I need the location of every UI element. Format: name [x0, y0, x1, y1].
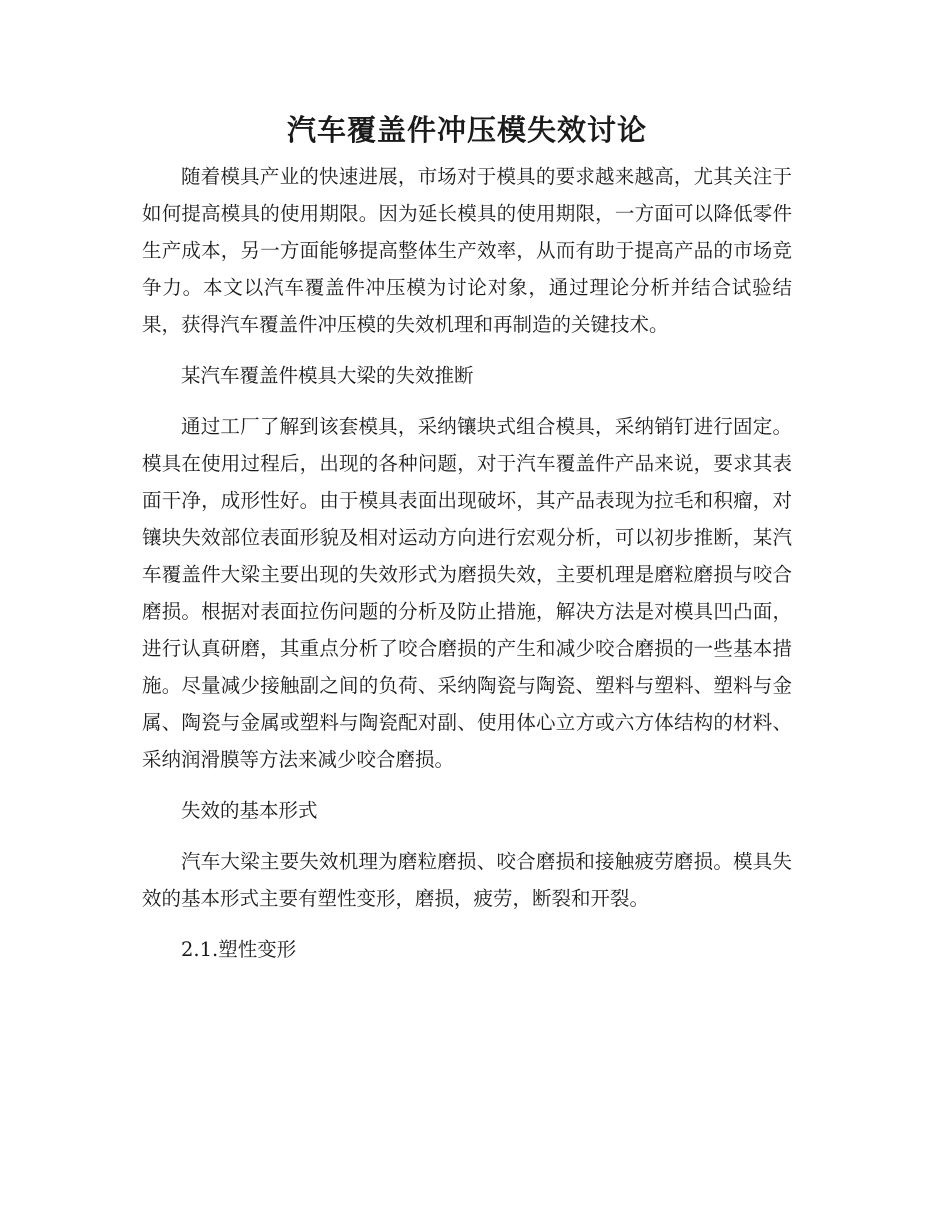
section-heading-failure-judgment: 某汽车覆盖件模具大梁的失效推断	[181, 364, 474, 387]
spacer	[142, 829, 792, 843]
section-heading-failure-forms: 失效的基本形式	[181, 799, 318, 822]
paragraph-intro: 随着模具产业的快速进展，市场对于模具的要求越来越高，尤其关注于如何提高模具的使用期限。因为延长模具的使用期限，一方面可以降低零件生产成本，另一方面能够提高整体生产效率，从而有助于提高产品的市场竞争力。本文以汽车覆盖件冲压模为讨论对象，通过理论分析并结合试验结果，获得汽车覆盖件冲压模的失效机理和再制造的关键技术。	[142, 165, 792, 336]
spacer	[142, 394, 792, 408]
document-page	[142, 108, 792, 968]
subsection-heading-plastic-deformation: 2.1.塑性变形	[181, 938, 297, 961]
spacer	[142, 917, 792, 931]
spacer	[142, 778, 792, 792]
document-title: 汽车覆盖件冲压模失效讨论	[286, 113, 647, 147]
paragraph-failure-forms: 汽车大梁主要失效机理为磨粒磨损、咬合磨损和接触疲劳磨损。模具失效的基本形式主要有塑性变形，磨损，疲劳，断裂和开裂。	[142, 850, 792, 910]
spacer	[142, 343, 792, 357]
paragraph-failure-analysis: 通过工厂了解到该套模具，采纳镶块式组合模具，采纳销钉进行固定。模具在使用过程后，出现的各种问题，对于汽车覆盖件产品来说，要求其表面干净，成形性好。由于模具表面出现破坏，其产品表现为拉毛和积瘤，对镶块失效部位表面形貌及相对运动方向进行宏观分析，可以初步推断，某汽车覆盖件大梁主要出现的失效形式为磨损失效，主要机理是磨粒磨损与咬合磨损。根据对表面拉伤问题的分析及防止措施，解决方法是对模具凹凸面，进行认真研磨，其重点分析了咬合磨损的产生和减少咬合磨损的一些基本措施。尽量减少接触副之间的负荷、采纳陶瓷与陶瓷、塑料与塑料、塑料与金属、陶瓷与金属或塑料与陶瓷配对副、使用体心立方或六方体结构的材料、采纳润滑膜等方法来减少咬合磨损。	[142, 415, 792, 771]
